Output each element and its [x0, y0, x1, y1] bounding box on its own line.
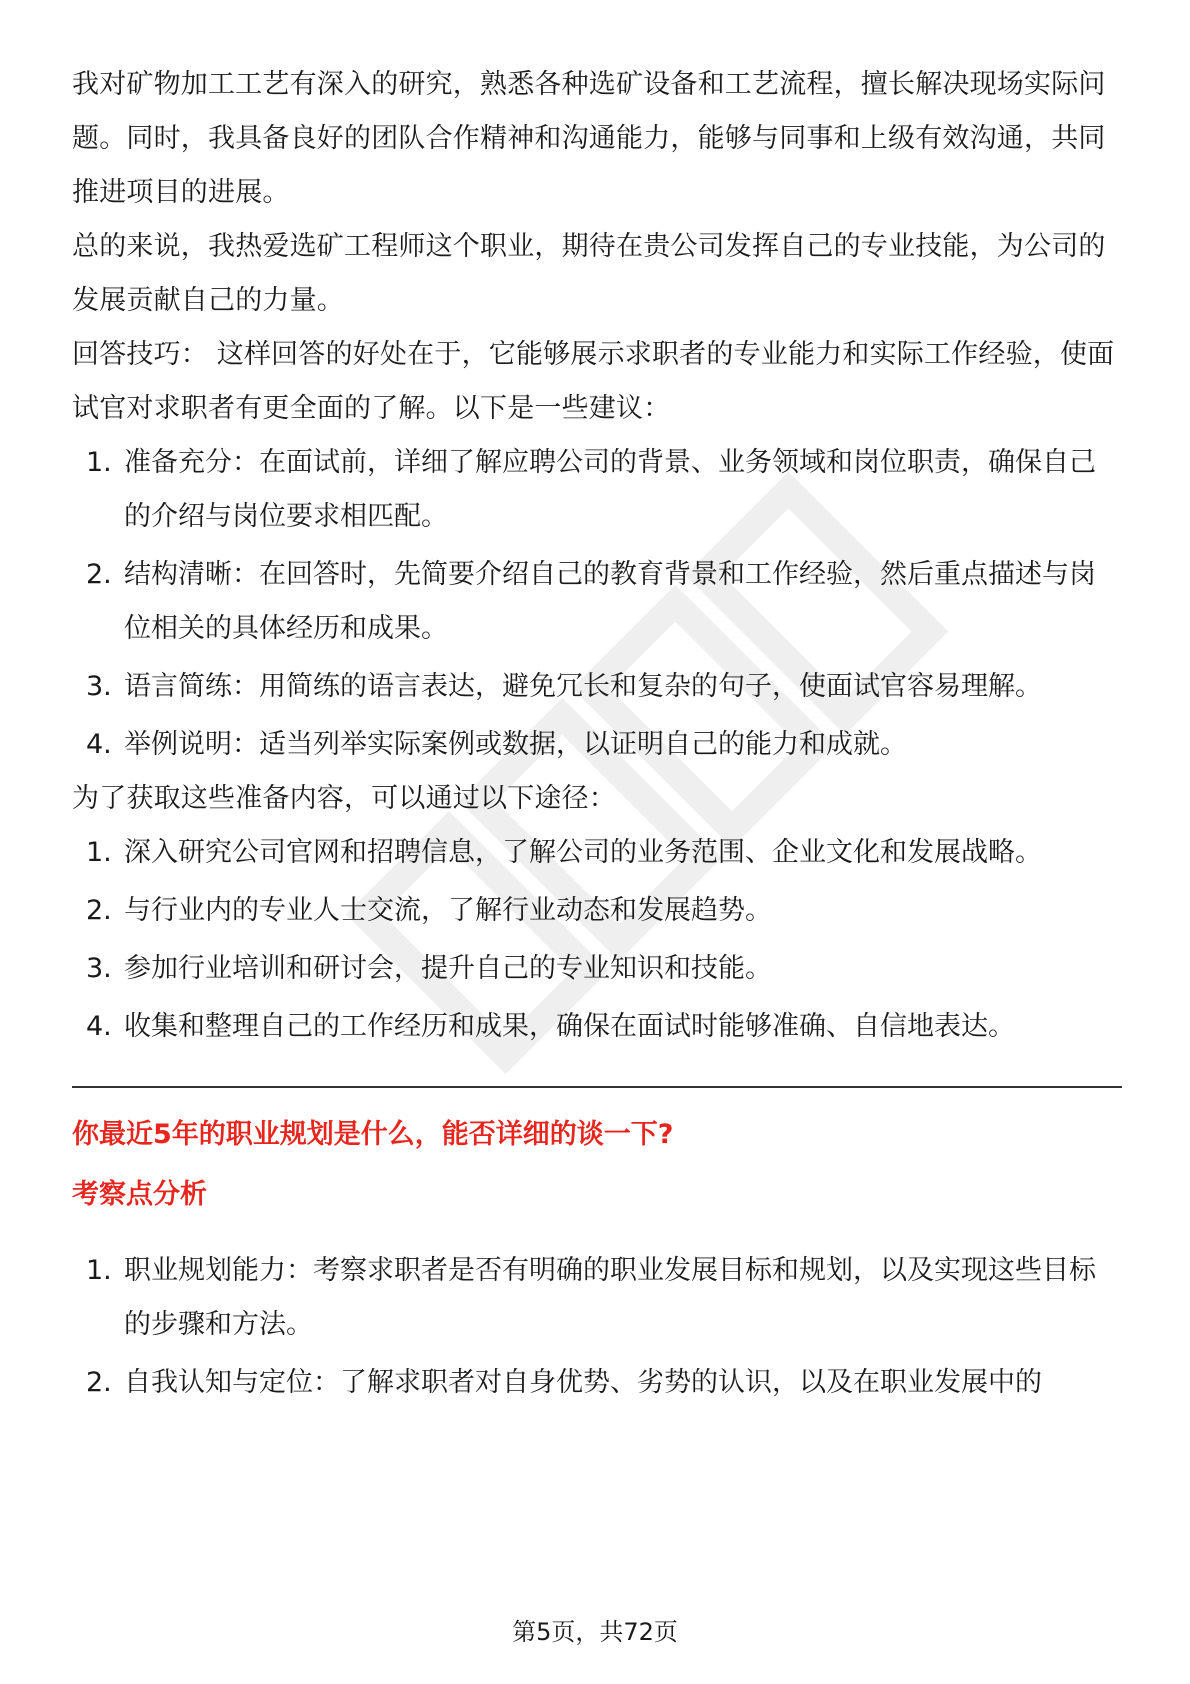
list-item: 4. 举例说明：适当列举实际案例或数据，以证明自己的能力和成就。 [86, 729, 907, 760]
list-item: 3. 语言简练：用简练的语言表达，避免冗长和复杂的句子，使面试官容易理解。 [86, 671, 1042, 702]
section-divider [72, 1086, 1122, 1088]
list-item: 2. 与行业内的专业人士交流，了解行业动态和发展趋势。 [86, 895, 772, 926]
paragraph-ways-intro: 为了获取这些准备内容，可以通过以下途径： [72, 783, 616, 814]
analysis-heading: 考察点分析 [72, 1179, 207, 1210]
list-item: 2. 结构清晰：在回答时，先简要介绍自己的教育背景和工作经验，然后重点描述与岗位相关的具体经历和成果。 [86, 559, 1096, 644]
document-page [72, 58, 1122, 1410]
paragraph-expertise: 我对矿物加工工艺有深入的研究，熟悉各种选矿设备和工艺流程，擅长解决现场实际问题。同时，我具备良好的团队合作精神和沟通能力，能够与同事和上级有效沟通，共同推进项目的进展。 [72, 69, 1106, 208]
list-item: 1. 准备充分：在面试前，详细了解应聘公司的背景、业务领域和岗位职责，确保自己的介绍与岗位要求相匹配。 [86, 447, 1096, 532]
paragraph-answer-tips: 回答技巧： 这样回答的好处在于，它能够展示求职者的专业能力和实际工作经验，使面试官对求职者有更全面的了解。以下是一些建议： [72, 339, 1115, 424]
paragraph-summary: 总的来说，我热爱选矿工程师这个职业，期待在贵公司发挥自己的专业技能，为公司的发展贡献自己的力量。 [72, 231, 1106, 316]
page-number: 第5页，共72页 [512, 1618, 678, 1646]
list-item: 1. 深入研究公司官网和招聘信息，了解公司的业务范围、企业文化和发展战略。 [86, 837, 1042, 868]
list-item: 2. 自我认知与定位：了解求职者对自身优势、劣势的认识，以及在职业发展中的 [86, 1367, 1042, 1398]
list-item: 3. 参加行业培训和研讨会，提升自己的专业知识和技能。 [86, 953, 772, 984]
tips-list [72, 436, 1122, 772]
list-item: 4. 收集和整理自己的工作经历和成果，确保在面试时能够准确、自信地表达。 [86, 1011, 1015, 1042]
analysis-list [72, 1244, 1122, 1410]
ways-list [72, 826, 1122, 1054]
list-item: 1. 职业规划能力：考察求职者是否有明确的职业发展目标和规划，以及实现这些目标的步骤和方法。 [86, 1255, 1096, 1340]
question-title: 你最近5年的职业规划是什么，能否详细的谈一下? [72, 1119, 674, 1150]
